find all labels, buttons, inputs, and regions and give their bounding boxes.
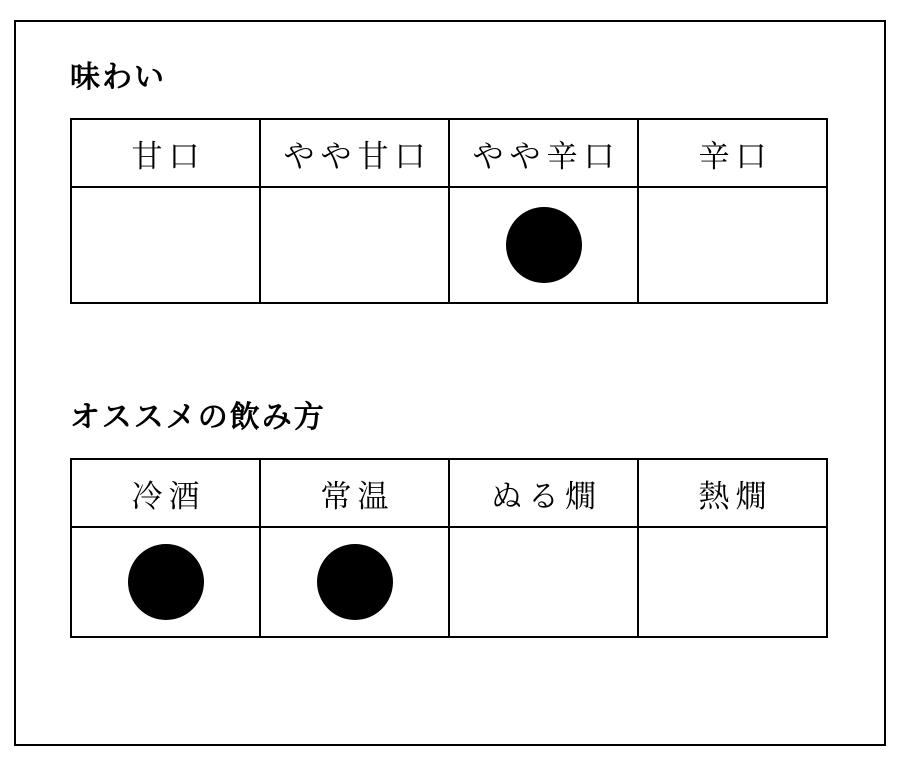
drinking-header-cell-2 xyxy=(449,459,638,527)
drinking-chart-table xyxy=(70,458,828,638)
taste-mark-wrap-0 xyxy=(72,188,259,302)
section-drinking-style xyxy=(70,400,820,638)
drinking-mark-cell-0 xyxy=(71,527,260,637)
section-taste-title: 味わい xyxy=(70,60,166,95)
drinking-header-cell-3 xyxy=(638,459,827,527)
taste-header-label-3: 辛口 xyxy=(698,138,773,175)
taste-mark-wrap-2 xyxy=(450,188,637,302)
drinking-header-cell-0 xyxy=(71,459,260,527)
taste-mark-cell-2 xyxy=(449,187,638,303)
taste-header-cell-2 xyxy=(449,119,638,187)
drinking-header-cell-1 xyxy=(260,459,449,527)
section-drinking-title: オススメの飲み方 xyxy=(70,400,326,435)
taste-header-label-0: 甘口 xyxy=(131,138,206,175)
drinking-header-label-0: 冷酒 xyxy=(131,478,206,515)
taste-header-label-1: やや甘口 xyxy=(283,138,432,175)
drinking-mark-dot-0 xyxy=(128,544,204,620)
drinking-header-label-3: 熱燗 xyxy=(698,478,773,515)
table-header-row xyxy=(71,459,827,527)
taste-mark-cell-1 xyxy=(260,187,449,303)
taste-chart-table xyxy=(70,118,828,304)
drinking-mark-dot-1 xyxy=(317,544,393,620)
drinking-mark-cell-1 xyxy=(260,527,449,637)
drinking-mark-wrap-3 xyxy=(639,528,826,636)
drinking-mark-wrap-1 xyxy=(261,528,448,636)
taste-header-cell-3 xyxy=(638,119,827,187)
taste-mark-cell-3 xyxy=(638,187,827,303)
section-taste xyxy=(70,60,820,304)
table-header-row xyxy=(71,119,827,187)
table-mark-row xyxy=(71,187,827,303)
taste-header-label-2: やや辛口 xyxy=(472,138,621,175)
drinking-header-label-1: 常温 xyxy=(320,478,395,515)
drinking-mark-cell-2 xyxy=(449,527,638,637)
taste-mark-cell-0 xyxy=(71,187,260,303)
drinking-mark-wrap-2 xyxy=(450,528,637,636)
taste-mark-dot-2 xyxy=(506,207,582,283)
table-mark-row xyxy=(71,527,827,637)
taste-mark-wrap-1 xyxy=(261,188,448,302)
drinking-header-label-2: ぬる燗 xyxy=(491,478,602,515)
taste-header-cell-0 xyxy=(71,119,260,187)
taste-header-cell-1 xyxy=(260,119,449,187)
taste-mark-wrap-3 xyxy=(639,188,826,302)
drinking-mark-wrap-0 xyxy=(72,528,259,636)
drinking-mark-cell-3 xyxy=(638,527,827,637)
